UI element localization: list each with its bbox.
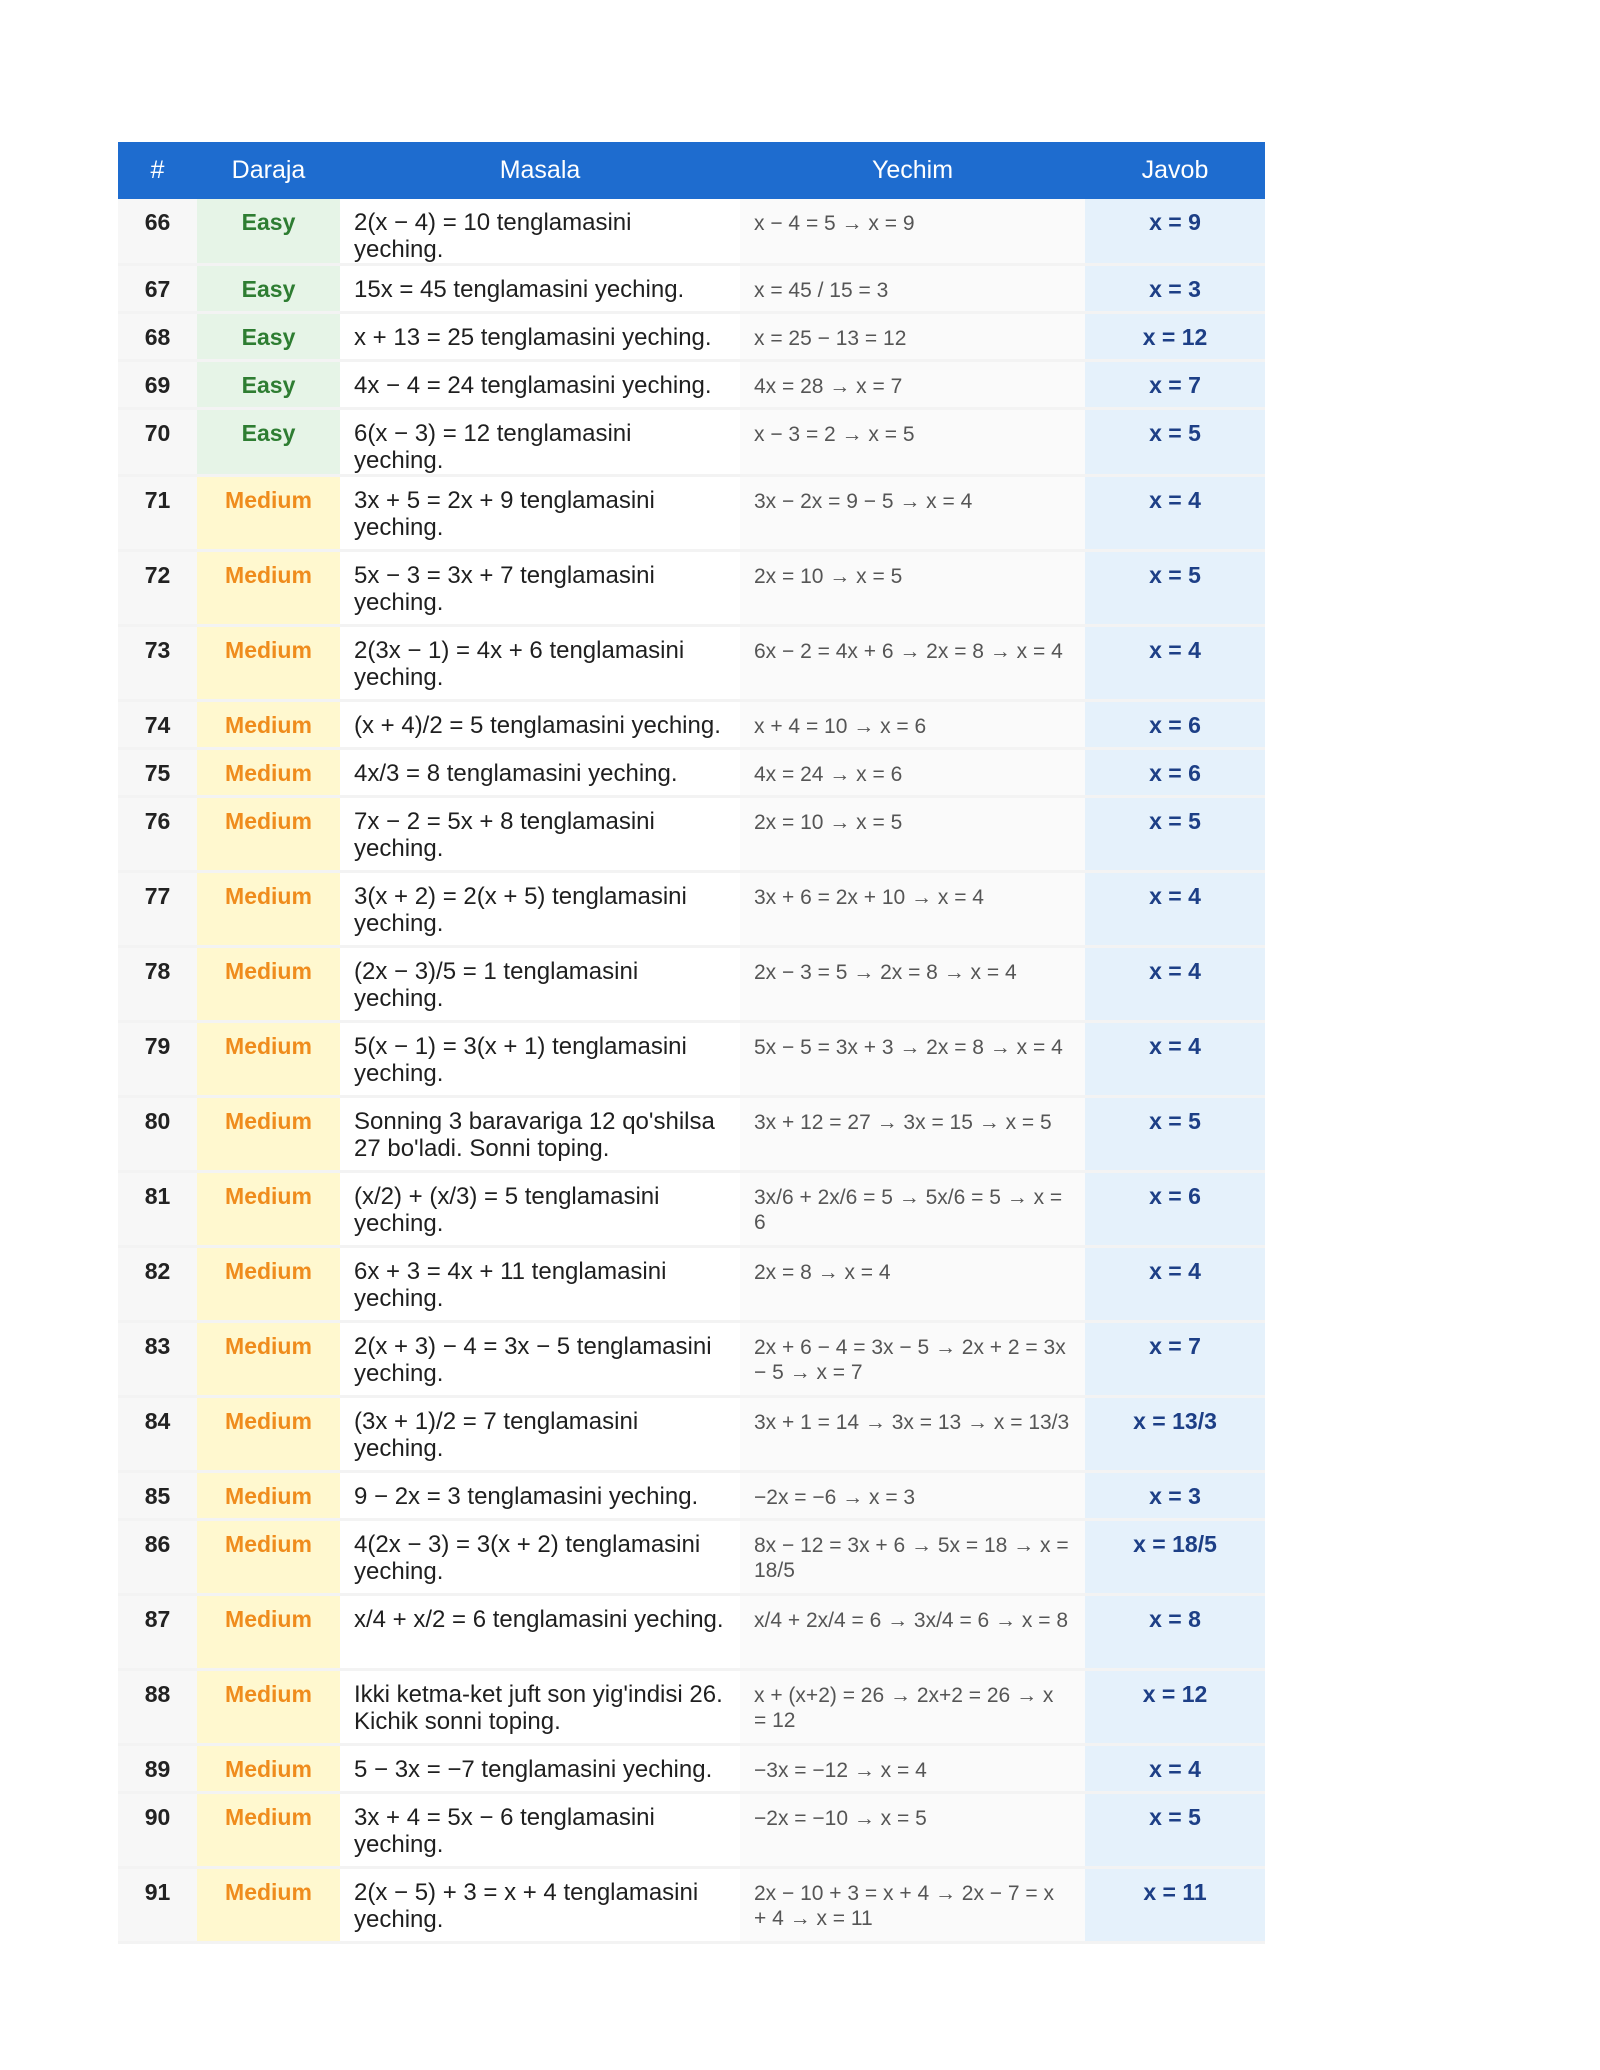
solution-text: 4x = 24 → x = 6 — [740, 749, 1085, 797]
row-number: 76 — [118, 797, 197, 872]
difficulty-label: Medium — [197, 1172, 340, 1247]
row-number: 91 — [118, 1868, 197, 1943]
difficulty-label: Medium — [197, 749, 340, 797]
answer-text: x = 5 — [1085, 1793, 1265, 1868]
table-row — [118, 199, 1265, 265]
difficulty-label: Medium — [197, 1247, 340, 1322]
difficulty-label: Medium — [197, 626, 340, 701]
answer-text: x = 3 — [1085, 265, 1265, 313]
task-text: 2(x + 3) − 4 = 3x − 5 tenglamasini yeching. — [340, 1322, 740, 1397]
task-text: 5 − 3x = −7 tenglamasini yeching. — [340, 1745, 740, 1793]
difficulty-label: Medium — [197, 1520, 340, 1595]
solution-text: x = 25 − 13 = 12 — [740, 313, 1085, 361]
solution-text: 2x − 10 + 3 = x + 4 → 2x − 7 = x + 4 → x = 11 — [740, 1868, 1085, 1943]
row-number: 75 — [118, 749, 197, 797]
task-text: Ikki ketma-ket juft son yig'indisi 26. Kichik sonni toping. — [340, 1670, 740, 1745]
difficulty-label: Medium — [197, 1097, 340, 1172]
solution-text: 4x = 28 → x = 7 — [740, 361, 1085, 409]
task-text: 3x + 5 = 2x + 9 tenglamasini yeching. — [340, 476, 740, 551]
table-row — [118, 476, 1265, 551]
row-number: 74 — [118, 701, 197, 749]
answer-text: x = 4 — [1085, 947, 1265, 1022]
solution-text: −3x = −12 → x = 4 — [740, 1745, 1085, 1793]
solution-text: 3x + 1 = 14 → 3x = 13 → x = 13/3 — [740, 1397, 1085, 1472]
table-row — [118, 1247, 1265, 1322]
solution-text: x + 4 = 10 → x = 6 — [740, 701, 1085, 749]
task-text: 4(2x − 3) = 3(x + 2) tenglamasini yeching. — [340, 1520, 740, 1595]
difficulty-label: Easy — [197, 409, 340, 476]
task-text: 5x − 3 = 3x + 7 tenglamasini yeching. — [340, 551, 740, 626]
header-level: Daraja — [197, 142, 340, 199]
task-text: (x + 4)/2 = 5 tenglamasini yeching. — [340, 701, 740, 749]
header-number: # — [118, 142, 197, 199]
table-row — [118, 1022, 1265, 1097]
answer-text: x = 4 — [1085, 476, 1265, 551]
difficulty-label: Medium — [197, 1322, 340, 1397]
table-body — [118, 199, 1265, 1943]
table-row — [118, 1745, 1265, 1793]
table-row — [118, 1595, 1265, 1670]
difficulty-label: Easy — [197, 265, 340, 313]
table-row — [118, 701, 1265, 749]
difficulty-label: Medium — [197, 1868, 340, 1943]
table-row — [118, 797, 1265, 872]
answer-text: x = 4 — [1085, 1745, 1265, 1793]
solution-text: 2x + 6 − 4 = 3x − 5 → 2x + 2 = 3x − 5 → x = 7 — [740, 1322, 1085, 1397]
table-row — [118, 1793, 1265, 1868]
equations-table — [118, 142, 1265, 1944]
answer-text: x = 6 — [1085, 701, 1265, 749]
table-row — [118, 313, 1265, 361]
difficulty-label: Medium — [197, 476, 340, 551]
table-row — [118, 1868, 1265, 1943]
difficulty-label: Easy — [197, 361, 340, 409]
answer-text: x = 13/3 — [1085, 1397, 1265, 1472]
answer-text: x = 6 — [1085, 749, 1265, 797]
table-row — [118, 361, 1265, 409]
row-number: 67 — [118, 265, 197, 313]
solution-text: x = 45 / 15 = 3 — [740, 265, 1085, 313]
row-number: 81 — [118, 1172, 197, 1247]
solution-text: 3x/6 + 2x/6 = 5 → 5x/6 = 5 → x = 6 — [740, 1172, 1085, 1247]
row-number: 88 — [118, 1670, 197, 1745]
table-row — [118, 626, 1265, 701]
solution-text: 8x − 12 = 3x + 6 → 5x = 18 → x = 18/5 — [740, 1520, 1085, 1595]
task-text: 9 − 2x = 3 tenglamasini yeching. — [340, 1472, 740, 1520]
difficulty-label: Medium — [197, 1022, 340, 1097]
table-row — [118, 947, 1265, 1022]
task-text: 3(x + 2) = 2(x + 5) tenglamasini yeching. — [340, 872, 740, 947]
answer-text: x = 7 — [1085, 361, 1265, 409]
answer-text: x = 5 — [1085, 409, 1265, 476]
table-row — [118, 1097, 1265, 1172]
task-text: 7x − 2 = 5x + 8 tenglamasini yeching. — [340, 797, 740, 872]
task-text: 5(x − 1) = 3(x + 1) tenglamasini yeching. — [340, 1022, 740, 1097]
task-text: x/4 + x/2 = 6 tenglamasini yeching. — [340, 1595, 740, 1670]
row-number: 68 — [118, 313, 197, 361]
task-text: x + 13 = 25 tenglamasini yeching. — [340, 313, 740, 361]
answer-text: x = 8 — [1085, 1595, 1265, 1670]
task-text: 4x/3 = 8 tenglamasini yeching. — [340, 749, 740, 797]
row-number: 66 — [118, 199, 197, 265]
table-row — [118, 1472, 1265, 1520]
task-text: 15x = 45 tenglamasini yeching. — [340, 265, 740, 313]
answer-text: x = 6 — [1085, 1172, 1265, 1247]
task-text: (3x + 1)/2 = 7 tenglamasini yeching. — [340, 1397, 740, 1472]
row-number: 71 — [118, 476, 197, 551]
header-answer: Javob — [1085, 142, 1265, 199]
difficulty-label: Medium — [197, 797, 340, 872]
solution-text: 5x − 5 = 3x + 3 → 2x = 8 → x = 4 — [740, 1022, 1085, 1097]
solution-text: 6x − 2 = 4x + 6 → 2x = 8 → x = 4 — [740, 626, 1085, 701]
difficulty-label: Easy — [197, 313, 340, 361]
table-row — [118, 409, 1265, 476]
solution-text: x/4 + 2x/4 = 6 → 3x/4 = 6 → x = 8 — [740, 1595, 1085, 1670]
row-number: 82 — [118, 1247, 197, 1322]
row-number: 84 — [118, 1397, 197, 1472]
table-row — [118, 265, 1265, 313]
difficulty-label: Medium — [197, 1745, 340, 1793]
table-row — [118, 1397, 1265, 1472]
solution-text: x − 4 = 5 → x = 9 — [740, 199, 1085, 265]
row-number: 70 — [118, 409, 197, 476]
task-text: 6x + 3 = 4x + 11 tenglamasini yeching. — [340, 1247, 740, 1322]
table-row — [118, 1322, 1265, 1397]
task-text: 2(x − 5) + 3 = x + 4 tenglamasini yeching. — [340, 1868, 740, 1943]
row-number: 90 — [118, 1793, 197, 1868]
table-row — [118, 749, 1265, 797]
table-row — [118, 1520, 1265, 1595]
difficulty-label: Medium — [197, 1472, 340, 1520]
answer-text: x = 18/5 — [1085, 1520, 1265, 1595]
solution-text: 2x = 8 → x = 4 — [740, 1247, 1085, 1322]
solution-text: 2x − 3 = 5 → 2x = 8 → x = 4 — [740, 947, 1085, 1022]
answer-text: x = 5 — [1085, 797, 1265, 872]
row-number: 80 — [118, 1097, 197, 1172]
task-text: (x/2) + (x/3) = 5 tenglamasini yeching. — [340, 1172, 740, 1247]
header-solution: Yechim — [740, 142, 1085, 199]
solution-text: x − 3 = 2 → x = 5 — [740, 409, 1085, 476]
equations-sheet — [118, 142, 1265, 1944]
row-number: 79 — [118, 1022, 197, 1097]
row-number: 78 — [118, 947, 197, 1022]
row-number: 89 — [118, 1745, 197, 1793]
solution-text: 3x − 2x = 9 − 5 → x = 4 — [740, 476, 1085, 551]
table-row — [118, 1172, 1265, 1247]
difficulty-label: Medium — [197, 1670, 340, 1745]
solution-text: −2x = −6 → x = 3 — [740, 1472, 1085, 1520]
answer-text: x = 7 — [1085, 1322, 1265, 1397]
answer-text: x = 11 — [1085, 1868, 1265, 1943]
row-number: 85 — [118, 1472, 197, 1520]
row-number: 72 — [118, 551, 197, 626]
task-text: 6(x − 3) = 12 tenglamasini yeching. — [340, 409, 740, 476]
task-text: 3x + 4 = 5x − 6 tenglamasini yeching. — [340, 1793, 740, 1868]
row-number: 83 — [118, 1322, 197, 1397]
solution-text: x + (x+2) = 26 → 2x+2 = 26 → x = 12 — [740, 1670, 1085, 1745]
row-number: 87 — [118, 1595, 197, 1670]
row-number: 73 — [118, 626, 197, 701]
solution-text: −2x = −10 → x = 5 — [740, 1793, 1085, 1868]
task-text: 4x − 4 = 24 tenglamasini yeching. — [340, 361, 740, 409]
answer-text: x = 12 — [1085, 1670, 1265, 1745]
row-number: 77 — [118, 872, 197, 947]
table-row — [118, 1670, 1265, 1745]
answer-text: x = 9 — [1085, 199, 1265, 265]
solution-text: 2x = 10 → x = 5 — [740, 797, 1085, 872]
answer-text: x = 3 — [1085, 1472, 1265, 1520]
solution-text: 3x + 12 = 27 → 3x = 15 → x = 5 — [740, 1097, 1085, 1172]
table-row — [118, 872, 1265, 947]
solution-text: 2x = 10 → x = 5 — [740, 551, 1085, 626]
answer-text: x = 12 — [1085, 313, 1265, 361]
task-text: 2(3x − 1) = 4x + 6 tenglamasini yeching. — [340, 626, 740, 701]
answer-text: x = 4 — [1085, 1022, 1265, 1097]
difficulty-label: Medium — [197, 1793, 340, 1868]
task-text: Sonning 3 baravariga 12 qo'shilsa 27 bo'ladi. Sonni toping. — [340, 1097, 740, 1172]
difficulty-label: Medium — [197, 551, 340, 626]
row-number: 86 — [118, 1520, 197, 1595]
solution-text: 3x + 6 = 2x + 10 → x = 4 — [740, 872, 1085, 947]
task-text: (2x − 3)/5 = 1 tenglamasini yeching. — [340, 947, 740, 1022]
difficulty-label: Medium — [197, 947, 340, 1022]
answer-text: x = 4 — [1085, 1247, 1265, 1322]
difficulty-label: Easy — [197, 199, 340, 265]
answer-text: x = 4 — [1085, 626, 1265, 701]
table-row — [118, 551, 1265, 626]
row-number: 69 — [118, 361, 197, 409]
difficulty-label: Medium — [197, 701, 340, 749]
difficulty-label: Medium — [197, 1397, 340, 1472]
table-header — [118, 142, 1265, 199]
answer-text: x = 4 — [1085, 872, 1265, 947]
header-task: Masala — [340, 142, 740, 199]
answer-text: x = 5 — [1085, 1097, 1265, 1172]
answer-text: x = 5 — [1085, 551, 1265, 626]
task-text: 2(x − 4) = 10 tenglamasini yeching. — [340, 199, 740, 265]
difficulty-label: Medium — [197, 872, 340, 947]
difficulty-label: Medium — [197, 1595, 340, 1670]
